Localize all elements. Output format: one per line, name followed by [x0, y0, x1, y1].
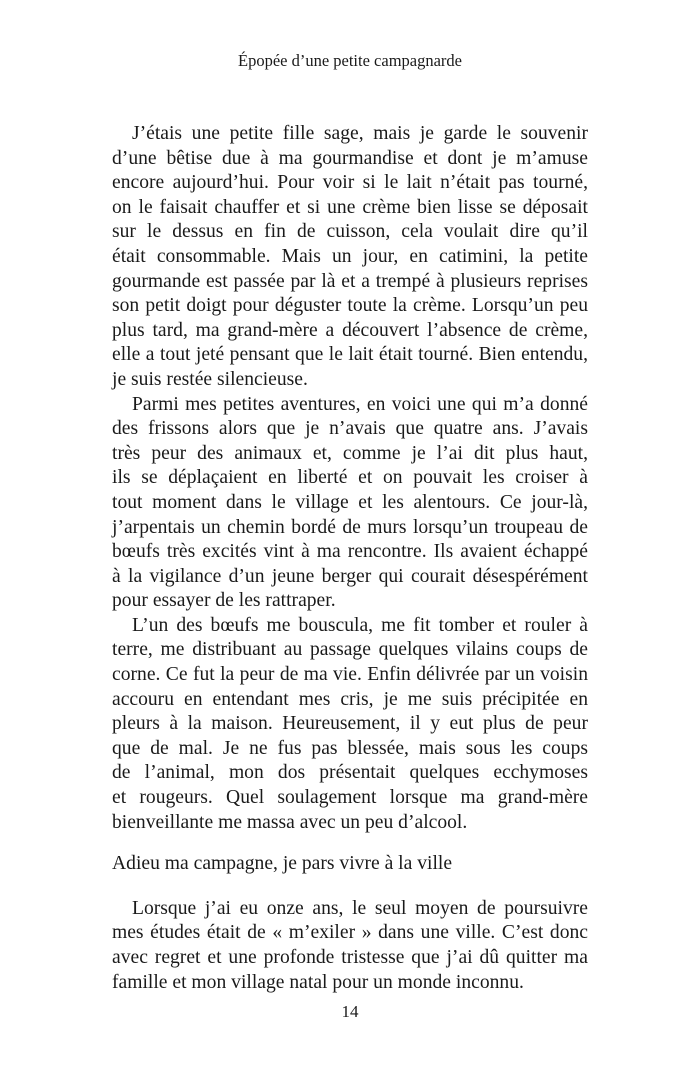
text-line: mes études était de « m’exiler » dans une ville. C’est donc	[112, 922, 588, 944]
section-paragraphs	[112, 897, 588, 995]
text-line: de l’animal, mon dos présentait quelques ecchymoses	[112, 762, 588, 784]
section-heading: Adieu ma campagne, je pars vivre à la ville	[112, 853, 453, 875]
text-line: des frissons alors que je n’avais que quatre ans. J’avais	[112, 418, 588, 440]
page-number: 14	[341, 1002, 359, 1021]
text-line: d’une bêtise due à ma gourmandise et dont je m’amuse	[112, 147, 588, 169]
text-line: bienveillante me massa avec un peu d’alcool.	[112, 811, 468, 833]
paragraphs	[112, 122, 588, 835]
text-line: sur le dessus en fin de cuisson, cela voulait dire qu’il	[112, 221, 588, 243]
running-head: Épopée d’une petite campagnarde	[237, 51, 462, 70]
text-line: terre, me distribuant au passage quelques vilains coups de	[112, 639, 588, 661]
paragraph	[112, 614, 588, 835]
text-line: et rougeurs. Quel soulagement lorsque ma grand-mère	[112, 787, 588, 809]
text-line: pleurs à la maison. Heureusement, il y eut plus de peur	[112, 713, 588, 735]
text-line: que de mal. Je ne fus pas blessée, mais sous les coups	[112, 737, 588, 759]
text-line: j’arpentais un chemin bordé de murs lorsqu’un troupeau de	[112, 516, 588, 538]
body-text	[112, 122, 588, 995]
paragraph	[112, 122, 588, 393]
text-line: famille et mon village natal pour un monde inconnu.	[112, 971, 524, 993]
text-line: Lorsque j’ai eu onze ans, le seul moyen de poursuivre	[132, 897, 588, 919]
section-gap	[112, 877, 588, 897]
paragraph	[112, 897, 588, 995]
text-line: J’étais une petite fille sage, mais je garde le souvenir	[132, 123, 588, 144]
text-line: on le faisait chauffer et si une crème bien lisse se déposait	[112, 196, 588, 218]
text-line: L’un des bœufs me bouscula, me fit tomber et rouler à	[132, 614, 588, 636]
text-line: encore aujourd’hui. Pour voir si le lait n’était pas tourné,	[112, 172, 588, 194]
text-line: Parmi mes petites aventures, en voici une qui m’a donné	[132, 393, 588, 415]
text-line: bœufs très excités vint à ma rencontre. Ils avaient échappé	[112, 541, 588, 563]
text-line: gourmande est passée par là et a trempé à plusieurs reprises	[112, 270, 588, 292]
text-line: avec regret et une profonde tristesse que j’ai dû quitter ma	[112, 947, 588, 968]
text-line: très peur des animaux et, comme je l’ai dit plus haut,	[112, 442, 588, 464]
paragraph	[112, 393, 588, 614]
text-line: tout moment dans le village et les alentours. Ce jour-là,	[112, 491, 588, 513]
text-line: je suis restée silencieuse.	[112, 368, 308, 390]
text-line: son petit doigt pour déguster toute la crème. Lorsqu’un peu	[112, 295, 588, 317]
section-gap	[112, 835, 588, 852]
text-line: pour essayer de les rattraper.	[112, 590, 336, 612]
text-line: ils se déplaçaient en liberté et on pouvait les croiser à	[112, 467, 588, 489]
text-line: était consommable. Mais un jour, en catimini, la petite	[112, 245, 588, 267]
text-line: plus tard, ma grand-mère a découvert l’absence de crème,	[112, 319, 588, 341]
text-line: accouru en entendant mes cris, je me suis précipitée en	[112, 688, 588, 710]
text-line: à la vigilance d’un jeune berger qui courait désespérément	[112, 565, 588, 587]
text-line: elle a tout jeté pensant que le lait était tourné. Bien entendu,	[112, 344, 588, 366]
text-line: corne. Ce fut la peur de ma vie. Enfin délivrée par un voisin	[112, 664, 588, 686]
